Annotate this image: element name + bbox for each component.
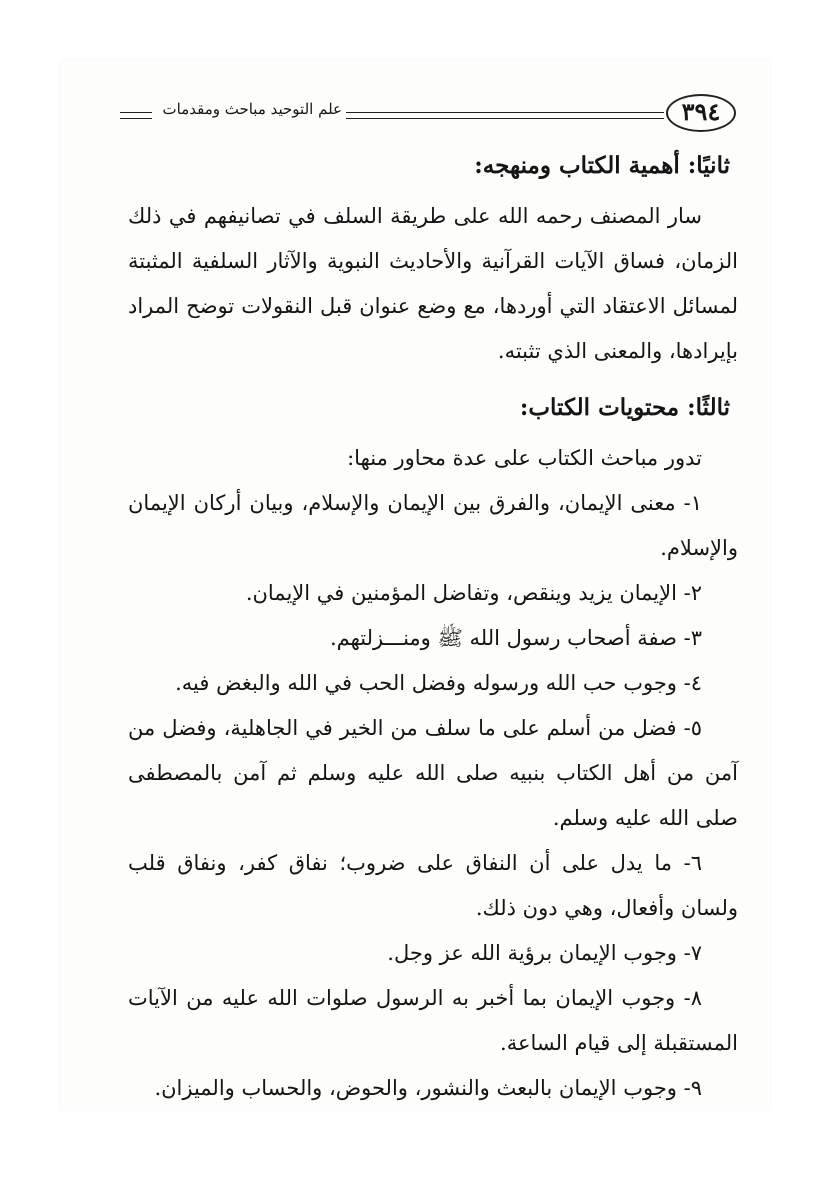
list-item: ٣- صفة أصحاب رسول الله ﷺ ومنـــزلتهم. <box>329 626 702 650</box>
list-item: ٤- وجوب حب الله ورسوله وفضل الحب في الله والبغض فيه. <box>175 671 702 695</box>
list-item: ٥- فضل من أسلم على ما سلف من الخير في الجاهلية، وفضل من آمن من أهل الكتاب بنبيه صلى الله عليه وسلم ثم آمن بالمصطفى صلى الله عليه وسلم. <box>128 716 739 830</box>
page-number: ٣٩٤ <box>666 94 736 132</box>
list-item: ٩- وجوب الإيمان بالبعث والنشور، والحوض، والحساب والميزان. <box>154 1076 702 1100</box>
section-heading-contents: ثالثًا: محتويات الكتاب: <box>519 394 730 421</box>
running-header <box>120 94 736 134</box>
contents-intro: تدور مباحث الكتاب على عدة محاور منها: <box>347 446 702 470</box>
list-item: ٨- وجوب الإيمان بما أخبر به الرسول صلوات الله عليه من الآيات المستقبلة إلى قيام الساعة. <box>128 986 738 1055</box>
list-item: ٢- الإيمان يزيد وينقص، وتفاضل المؤمنين في الإيمان. <box>245 581 702 605</box>
list-item: ٧- وجوب الإيمان برؤية الله عز وجل. <box>387 941 702 965</box>
page-content <box>128 144 738 1111</box>
paragraph-methodology: سار المصنف رحمه الله على طريقة السلف في تصانيفهم في ذلك الزمان، فساق الآيات القرآنية والأحاديث النبوية والآثار السلفية المثبتة لمسائل الاعتقاد التي أوردها، مع وضع عنوان قبل النقولات توضح المراد بإيرادها، والمعنى الذي تثبته. <box>128 204 738 363</box>
running-title: علم التوحيد مباحث ومقدمات <box>162 100 342 118</box>
list-item: ٦- ما يدل على أن النفاق على ضروب؛ نفاق كفر، ونفاق قلب ولسان وأفعال، وهي دون ذلك. <box>128 851 738 920</box>
header-rule-short <box>120 112 152 119</box>
list-item: ١- معنى الإيمان، والفرق بين الإيمان والإسلام، وبيان أركان الإيمان والإسلام. <box>128 491 738 560</box>
section-heading-importance: ثانيًا: أهمية الكتاب ومنهجه: <box>474 152 730 179</box>
header-rule <box>346 112 664 119</box>
